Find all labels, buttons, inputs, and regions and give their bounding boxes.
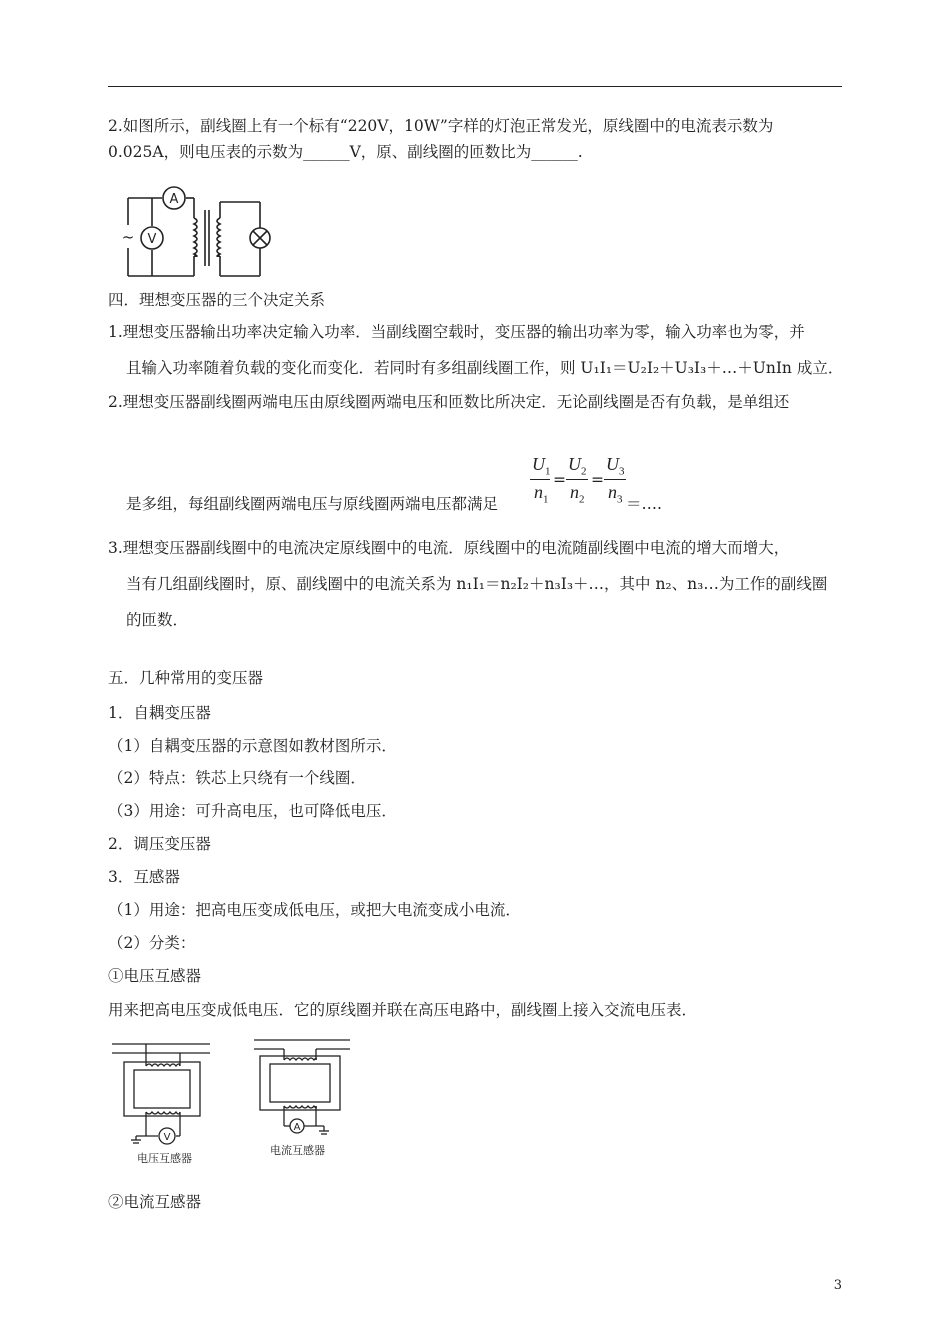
section-4-paragraph-1-line-1: 1.理想变压器输出功率决定输入功率．当副线圈空载时，变压器的输出功率为零，输入功率也为零，并 <box>108 323 805 341</box>
voltage-transformer-title: ①电压互感器 <box>108 967 202 985</box>
ammeter-label: A <box>293 1122 301 1133</box>
item-3-point-2: （2）分类： <box>108 934 196 952</box>
item-1-point-2: （2）特点：铁芯上只绕有一个线圈． <box>108 769 366 787</box>
voltmeter-label: V <box>163 1132 171 1143</box>
section-4-paragraph-2-line-1: 2.理想变压器副线圈两端电压由原线圈两端电压和匝数比所决定．无论副线圈是否有负载，是单组还 <box>108 393 790 411</box>
section-4-paragraph-1-line-2: 且输入功率随着负载的变化而变化．若同时有多组副线圈工作，则 U₁I₁＝U₂I₂＋U₃I₃＋…＋UnIn 成立． <box>126 359 844 377</box>
section-5-heading: 五．几种常用的变压器 <box>108 669 264 687</box>
section-4-paragraph-2-line-2: 是多组，每组副线圈两端电压与原线圈两端电压都满足 <box>126 495 499 513</box>
current-transformer-title: ②电流互感器 <box>108 1193 202 1211</box>
current-transformer-diagram <box>250 1034 354 1142</box>
section-4-paragraph-3-line-2: 当有几组副线圈时，原、副线圈中的电流关系为 n₁I₁＝n₂I₂＋n₃I₃＋…，其中 n₂、n₃…为工作的副线圈 <box>126 575 828 593</box>
voltmeter-label: V <box>147 232 157 247</box>
voltage-transformer-caption: 电压互感器 <box>137 1152 192 1165</box>
ammeter-label: A <box>169 192 179 207</box>
header-rule <box>108 86 842 87</box>
current-transformer-caption: 电流互感器 <box>270 1144 325 1157</box>
section-4-paragraph-3-line-3: 的匝数． <box>126 611 189 629</box>
item-2-heading: 2．调压变压器 <box>108 835 211 853</box>
question-2-line-2: 0.025A，则电压表的示数为______V，原、副线圈的匝数比为______. <box>108 143 583 161</box>
transformer-circuit-diagram <box>112 180 276 282</box>
question-2-line-1: 2.如图所示，副线圈上有一个标有“220V，10W”字样的灯泡正常发光，原线圈中的电流表示数为 <box>108 117 774 135</box>
page-number: 3 <box>833 1278 842 1293</box>
section-4-paragraph-3-line-1: 3.理想变压器副线圈中的电流决定原线圈中的电流．原线圈中的电流随副线圈中电流的增大而增大， <box>108 539 790 557</box>
ac-source-label: ~ <box>121 228 135 246</box>
item-1-heading: 1．自耦变压器 <box>108 704 211 722</box>
item-3-heading: 3．互感器 <box>108 868 180 886</box>
voltage-transformer-diagram <box>110 1036 214 1148</box>
item-1-point-1: （1）自耦变压器的示意图如教材图所示． <box>108 737 397 755</box>
voltage-transformer-description: 用来把高电压变成低电压．它的原线圈并联在高压电路中，副线圈上接入交流电压表． <box>108 1001 698 1019</box>
item-3-point-1: （1）用途：把高电压变成低电压，或把大电流变成小电流． <box>108 901 521 919</box>
item-1-point-3: （3）用途：可升高电压，也可降低电压． <box>108 802 397 820</box>
section-4-heading: 四．理想变压器的三个决定关系 <box>108 291 326 309</box>
